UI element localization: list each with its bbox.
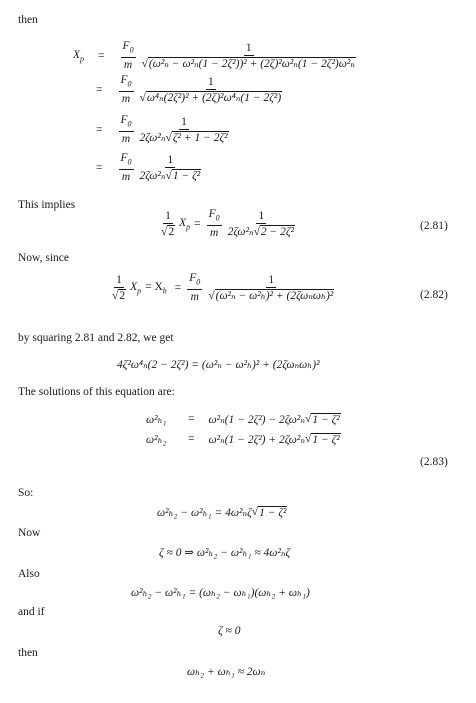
text-and-if: and if [18, 606, 45, 618]
text-now-since: Now, since [18, 252, 69, 264]
eq-squared: 4ζ²ω⁴ₙ(2 − 2ζ²) = (ω²ₙ − ω²ₕ)² + (2ζωₙωₕ)² [117, 359, 320, 371]
eq-now: ζ ≈ 0 ⇒ ω²ₕ₂ − ω²ₕ₁ ≈ 4ω²ₙζ [159, 547, 291, 559]
eq-xp-line-2: = $\frac{F_0}{m}$ $\frac{1}{\text{√ω⁴ₙ(2ζ²)² + (2ζ)²ω⁴ₙ(1 − 2ζ²)}}$ [96, 74, 286, 105]
fraction-4: $\frac{1}{\text{2ζω²ₙ√1 − ζ²}}$ [139, 153, 201, 182]
text-also: Also [18, 568, 40, 580]
eq-and-if: ζ ≈ 0 [218, 625, 241, 637]
text-now: Now [18, 527, 41, 539]
fraction-1: $\frac{1}{\text{√(ω²ₙ − ω²ₙ(1 − 2ζ²))² + (2ζ)²ω²ₙ(1 − 2ζ²)ω²ₙ}}$ [141, 41, 355, 70]
fraction-2: $\frac{1}{\text{√ω⁴ₙ(2ζ²)² + (2ζ)²ω⁴ₙ(1 − 2ζ²)}}$ [139, 75, 282, 104]
eq-number-2-83: (2.83) [420, 456, 448, 468]
text-then: then [18, 14, 38, 26]
eq-so: ω²ₕ₂ − ω²ₕ₁ = 4ω²ₙζ √ 1 − ζ² [157, 506, 287, 519]
equals: = [98, 49, 105, 62]
eq-solution-1: ω²ₕ₁ = ω²ₙ(1 − 2ζ²) − 2ζω²ₙ √ 1 − ζ² [146, 413, 340, 426]
eq-also: ω²ₕ₂ − ω²ₕ₁ = (ωₕ₂ − ωₕ₁)(ωₕ₂ + ωₕ₁) [131, 587, 310, 599]
text-then-2: then [18, 647, 38, 659]
text-so: So: [18, 487, 34, 499]
f0-over-m: $\frac{F_0}{m}$ [122, 40, 134, 72]
text-solutions: The solutions of this equation are: [18, 386, 175, 398]
eq-xp-line-3: = $\frac{F_0}{m}$ $\frac{1}{\text{2ζω²ₙ√ζ² + 1 − 2ζ²}}$ [96, 114, 233, 145]
eq-solution-2: ω²ₕ₂ = ω²ₙ(1 − 2ζ²) + 2ζω²ₙ √ 1 − ζ² [146, 433, 340, 446]
eq-then: ωₕ₂ + ωₕ₁ ≈ 2ωₙ [187, 666, 266, 678]
fraction-3: $\frac{1}{\text{2ζω²ₙ√ζ² + 1 − 2ζ²}}$ [139, 115, 228, 144]
eq-number-2-81: (2.81) [420, 220, 448, 232]
eq-2-82: $\frac{1}{√2}$ $X_p$ = $X_h$ = $\frac{F_0}{m}$ $\frac{1}{\text{√(ω²ₙ − ω²ₕ)² + (2ζωₙωₕ)²}}$ [112, 272, 334, 304]
eq-xp-line-1 [73, 40, 360, 71]
text-by-squaring: by squaring 2.81 and 2.82, we get [18, 332, 174, 344]
xp-symbol: $X_p$ [73, 48, 85, 63]
eq-number-2-82: (2.82) [420, 289, 448, 301]
eq-xp-line-4: = $\frac{F_0}{m}$ $\frac{1}{\text{2ζω²ₙ√1 − ζ²}}$ [96, 152, 205, 183]
text-this-implies: This implies [18, 199, 76, 211]
eq-2-81: $\frac{1}{√2}$ $X_p$ = $\frac{F_0}{m}$ $\frac{1}{\text{2ζω²ₙ√2 − 2ζ²}}$ [161, 208, 295, 240]
